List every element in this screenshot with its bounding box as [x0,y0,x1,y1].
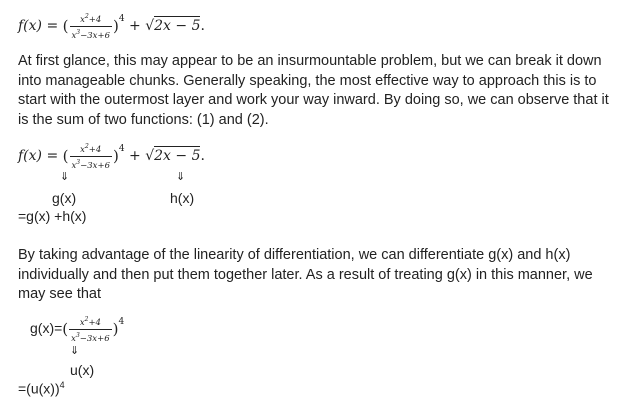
open-paren: ( [62,17,69,35]
plus-sign: + [129,148,141,164]
power-result-exponent: 4 [59,380,65,390]
exponent: 4 [118,144,125,154]
fraction-numerator: $x^2+4$ [70,12,112,27]
fraction-numerator: $x^2+4$ [70,142,112,157]
exponent: 4 [118,317,125,327]
label-u: u(x) [70,362,95,378]
paragraph-linearity: By taking advantage of the linearity of differentiation, we can differentiate g(x) and h(x) individually and then put them together later. As a result of treating g(x) in this manner, we may see that [18,247,593,302]
radicand: 2x − 5 [154,148,201,164]
sqrt-symbol: √ [145,148,155,164]
equation-lhs: g(x)= [30,320,63,336]
plus-sign: + [129,18,141,34]
equation-lhs: f(x) = [18,148,59,164]
equation-f-restated [18,134,205,171]
close-paren: ) [112,147,119,165]
exponent: 4 [118,14,125,24]
power-result: $=(u(x))^4$ [18,380,65,397]
close-paren: ) [112,320,119,338]
down-arrow-u-icon: ⇓ [70,344,80,357]
down-arrow-g-icon: ⇓ [60,170,70,183]
sqrt-symbol: √ [145,18,155,34]
radicand: 2x − 5 [154,18,201,34]
fraction [69,315,111,344]
fraction-numerator: $x^2+4$ [69,315,111,330]
fraction [70,142,112,171]
down-arrow-h-icon: ⇓ [176,170,186,183]
label-h: h(x) [170,190,195,206]
fraction [70,12,112,41]
paragraph-intro: At first glance, this may appear to be an insurmountable problem, but we can break it down into manageable chunks. Generally speaking, the most effective way to approach this is to start with the outermost layer and work your way inward. By doing so, we can observe that it is the sum of two functions: (1) and (2). [18,53,609,128]
fraction-denominator: $x^3-3x+6$ [71,158,110,171]
equation-end: . [200,148,205,164]
open-paren: ( [62,320,69,338]
equation-g-definition [30,306,125,344]
label-g: g(x) [52,190,77,206]
equation-end: . [200,18,205,34]
equation-lhs: f(x) = [18,18,59,34]
fraction-denominator: $x^3-3x+6$ [71,331,110,344]
close-paren: ) [112,17,119,35]
equation-f-definition [18,4,205,41]
sum-result: =g(x) +h(x) [18,208,87,224]
open-paren: ( [62,147,69,165]
fraction-denominator: $x^3-3x+6$ [71,28,110,41]
